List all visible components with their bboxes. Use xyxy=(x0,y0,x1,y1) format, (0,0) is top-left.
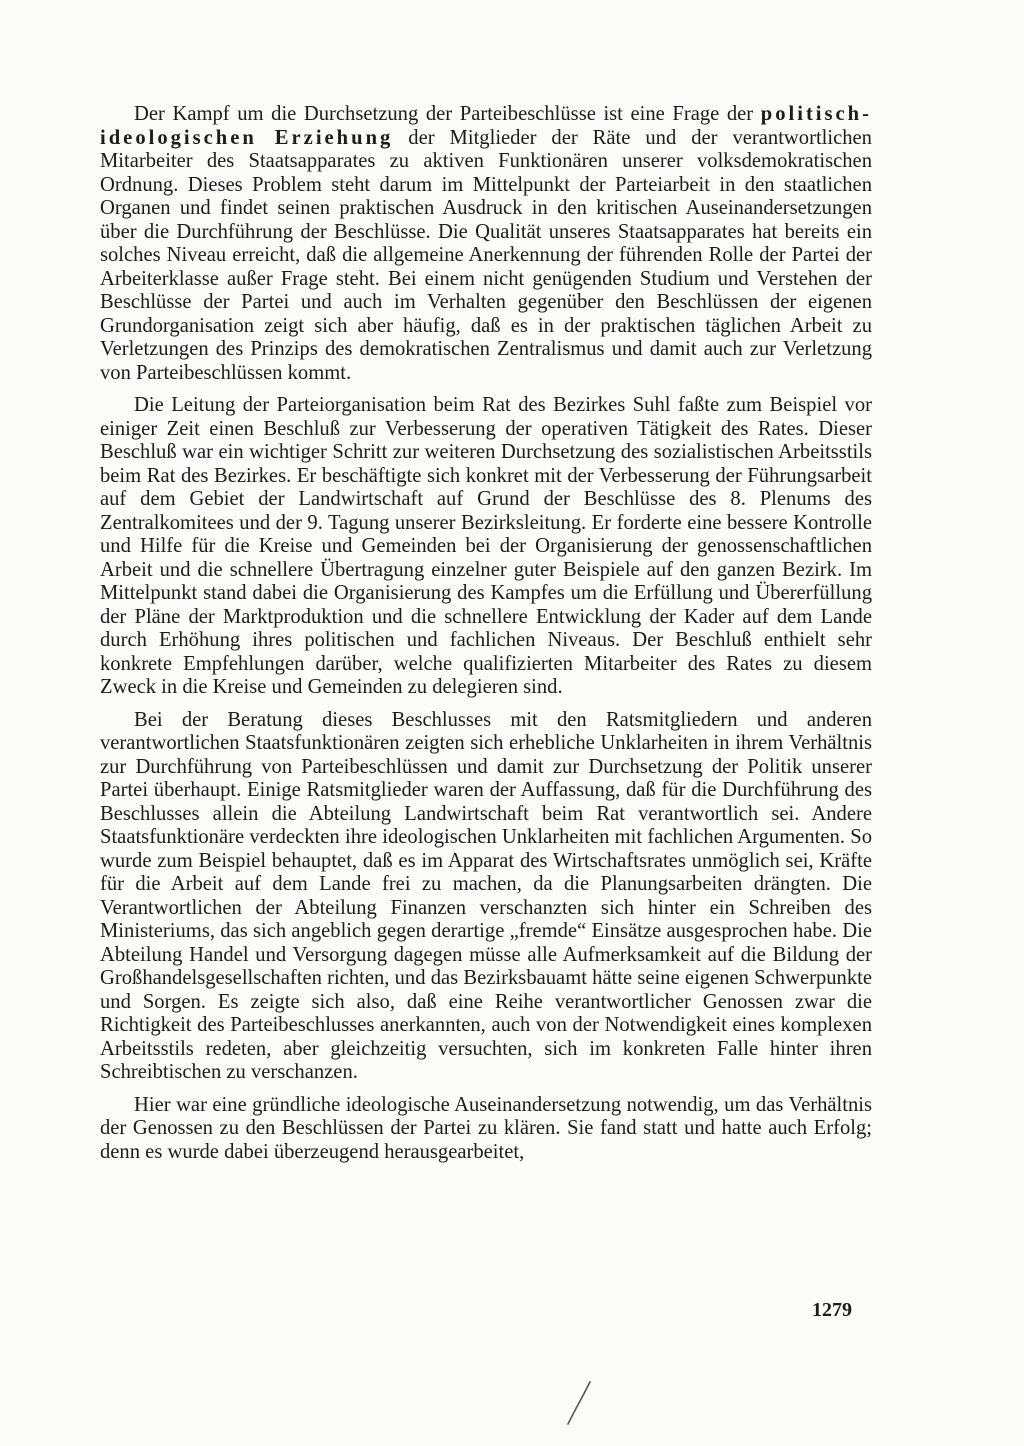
paragraph-1-emphasis: politisch-ideologischen Erziehung xyxy=(100,103,872,149)
pen-mark-icon xyxy=(560,1378,600,1428)
paragraph-2: Die Leitung der Parteiorganisation beim Rat des Bezirkes Suhl faßte zum Beispiel vor einiger Zeit einen Beschluß zur Verbesserung der operativen Tätigkeit des Rates. Dieser Beschluß war ein wichtiger Schritt zur weiteren Durchsetzung des sozialistischen Arbeitsstils beim Rat des Bezirkes. Er beschäftigte sich konkret mit der Verbesserung der Führungsarbeit auf dem Gebiet der Landwirtschaft auf Grund der Beschlüsse des 8. Plenums des Zentralkomitees und der 9. Tagung unserer Bezirksleitung. Er forderte eine bessere Kontrolle und Hilfe für die Kreise und Gemeinden bei der Organisierung der genossenschaftlichen Arbeit und die schnellere Übertragung einzelner guter Beispiele auf den ganzen Bezirk. Im Mittelpunkt stand dabei die Organisierung des Kampfes um die Erfüllung und Übererfüllung der Pläne der Marktproduktion und die schnellere Entwicklung der Kader auf dem Lande durch Erhöhung ihres politischen und fachlichen Niveaus. Der Beschluß enthielt sehr konkrete Empfehlungen darüber, welche qualifizierten Mitarbeiter des Rates zu diesem Zweck in die Kreise und Gemeinden zu delegieren sind. xyxy=(100,394,872,698)
paragraph-3: Bei der Beratung dieses Beschlusses mit den Ratsmitgliedern und anderen verantwortlichen Staatsfunktionären zeigten sich erhebliche Unklarheiten in ihrem Verhältnis zur Durchführung von Parteibeschlüssen und damit zur Durchsetzung der Politik unserer Partei überhaupt. Einige Ratsmitglieder waren der Auffassung, daß für die Durchführung des Beschlusses allein die Abteilung Landwirtschaft beim Rat verantwortlich sei. Andere Staatsfunktionäre verdeckten ihre ideologischen Unklarheiten mit fachlichen Argumenten. So wurde zum Beispiel behauptet, daß es im Apparat des Wirtschaftsrates unmöglich sei, Kräfte für die Arbeit auf dem Lande frei zu machen, da die Planungsarbeiten drängten. Die Verantwortlichen der Abteilung Finanzen verschanzten sich hinter ein Schreiben des Ministeriums, das sich angeblich gegen derartige „fremde“ Einsätze ausgesprochen habe. Die Abteilung Handel und Versorgung dagegen müsse alle Aufmerksamkeit auf die Bildung der Großhandelsgesellschaften richten, und das Bezirksbauamt hätte seine eigenen Schwerpunkte und Sorgen. Es zeigte sich also, daß eine Reihe verantwortlicher Genossen zwar die Richtigkeit des Parteibeschlusses anerkannten, auch von der Notwendigkeit eines komplexen Arbeitsstils redeten, aber gleichzeitig versuchten, sich im konkreten Falle hinter ihren Schreibtischen zu verschanzen. xyxy=(100,708,872,1083)
body-text xyxy=(100,103,872,1173)
paragraph-1 xyxy=(100,103,872,385)
paragraph-1-lead: Der Kampf um die Durchsetzung der Parteibeschlüsse ist eine Frage der xyxy=(134,103,761,125)
page-number: 1279 xyxy=(812,1299,852,1321)
paragraph-1-rest: der Mitglieder der Räte und der verantwortlichen Mitarbeiter des Staatsapparates zu aktiven Funktionären unserer volksdemokratischen Ordnung. Dieses Problem steht darum im Mittelpunkt der Parteiarbeit in den staatlichen Organen und findet seinen praktischen Ausdruck in den kritischen Auseinandersetzungen über die Durchführung der Beschlüsse. Die Qualität unseres Staatsapparates hat bereits ein solches Niveau erreicht, daß die allgemeine Anerkennung der führenden Rolle der Partei der Arbeiterklasse außer Frage steht. Bei einem nicht genügenden Studium und Verstehen der Beschlüsse der Partei und auch im Verhalten gegenüber den Beschlüssen der eigenen Grundorganisation zeigt sich aber häufig, daß es in der praktischen täglichen Arbeit zu Verletzungen des Prinzips des demokratischen Zentralismus und damit auch zur Verletzung von Parteibeschlüssen kommt. xyxy=(100,126,872,384)
paragraph-4: Hier war eine gründliche ideologische Auseinandersetzung notwendig, um das Verhältnis der Genossen zu den Beschlüssen der Partei zu klären. Sie fand statt und hatte auch Erfolg; denn es wurde dabei überzeugend herausgearbeitet, xyxy=(100,1093,872,1163)
